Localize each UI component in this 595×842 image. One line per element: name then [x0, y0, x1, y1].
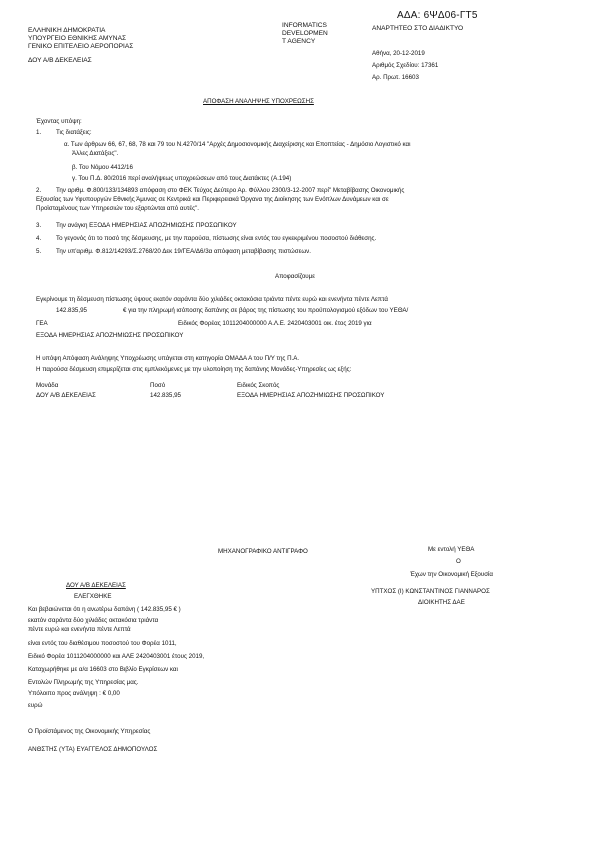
preamble: Έχοντας υπόψη:: [36, 118, 82, 125]
head-of-finance-name: ΑΝΘΣΤΗΣ (ΥΤΑ) ΕΥΑΓΓΕΛΟΣ ΔΗΜΟΠΟΥΛΟΣ: [28, 746, 158, 753]
issuer-line-1: ΕΛΛΗΝΙΚΗ ΔΗΜΟΚΡΑΤΙΑ: [28, 27, 106, 34]
issuer-line-4: ΔΟΥ Α/Β ΔΕΚΕΛΕΙΑΣ: [28, 57, 92, 64]
alloc-header: Ποσό: [150, 382, 166, 389]
stamp-line-2: DEVELOPMEN: [282, 30, 328, 37]
cert-line: Ειδικό Φορέα 1011204000000 και ΑΛΕ 2420403001 έτους 2019,: [28, 653, 205, 660]
place-date: Αθήνα, 20-12-2019: [372, 50, 425, 57]
item-text: Το γεγονός ότι το ποσό της δέσμευσης, με την παρούσα, πίστωσης είναι εντός του εγκεκριμένου ποσοστού διάθεσης.: [56, 235, 377, 242]
alloc-header: Ειδικός Σκοπός: [237, 382, 280, 389]
cert-line: πέντε ευρώ και ενενήντα πέντε Λεπτά: [28, 626, 131, 633]
signer-name: ΥΠΤΧΟΣ (Ι) ΚΩΝΣΤΑΝΤΙΝΟΣ ΓΙΑΝΝΑΡΟΣ: [371, 588, 490, 595]
item-text: Την υπ'αριθμ. Φ.812/14293/Σ.2768/20 Δεκ 19/ΓΕΑ/Δ6/3α απόφαση μεταβίβασης πιστώσεων.: [56, 248, 311, 255]
body-line: ΓΕΑ: [36, 320, 48, 327]
body-line: € για την πληρωμή ισόποσης δαπάνης σε βάρος της πίστωσης του προϋπολογισμού εξόδων του ΥΕΘΑ/: [123, 307, 409, 314]
authority-label: Έχων την Οικονομική Εξουσία: [410, 571, 493, 578]
protocol-number: Αρ. Πρωτ. 16603: [372, 74, 419, 81]
body-line: ΕΞΟΔΑ ΗΜΕΡΗΣΙΑΣ ΑΠΟΖΗΜΙΩΣΗΣ ΠΡΟΣΩΠΙΚΟΥ: [36, 332, 184, 339]
body-line: Εγκρίνουμε τη δέσμευση πίστωσης ύψους εκατόν σαράντα δύο χιλιάδες οκτακόσια τριάντα πέντε ευρώ και ενενήντα πέντε Λεπτά: [36, 296, 388, 303]
alloc-cell: 142.835,95: [150, 392, 181, 399]
issuer-line-3: ΓΕΝΙΚΟ ΕΠΙΤΕΛΕΙΟ ΑΕΡΟΠΟΡΙΑΣ: [28, 43, 134, 50]
cert-line: Και βεβαιώνεται ότι η ανωτέρω δαπάνη ( 142.835,95 € ): [28, 606, 181, 613]
item-text: β. Του Νόμου 4412/16: [72, 164, 133, 171]
by-order-label: Με εντολή ΥΕΘΑ: [428, 546, 475, 553]
head-of-finance-label: Ο Προϊστάμενος της Οικονομικής Υπηρεσίας: [28, 728, 151, 735]
posted-online-label: ΑΝΑΡΤΗΤΕΟ ΣΤΟ ΔΙΑΔΙΚΤΥΟ: [372, 25, 464, 32]
signer-role: ΔΙΟΙΚΗΤΗΣ ΔΑΕ: [418, 599, 465, 606]
item-text: Την ανάγκη ΕΞΟΔΑ ΗΜΕΡΗΣΙΑΣ ΑΠΟΖΗΜΙΩΣΗΣ ΠΡΟΣΩΠΙΚΟΥ: [56, 222, 237, 229]
item-number: 3.: [36, 222, 42, 229]
decision-heading: Αποφασίζουμε: [275, 273, 315, 280]
item-text: Άλλες Διατάξεις".: [72, 150, 119, 157]
ada-number: ΑΔΑ: 6ΨΔ06-ΓΤ5: [397, 10, 478, 21]
cert-line: Εντολών Πληρωμής της Υπηρεσίας μας.: [28, 679, 139, 686]
category-line: Η υπόψη Απόφαση Ανάληψης Υποχρέωσης υπάγεται στη κατηγορία ΟΜΑΔΑ Α του Π/Υ της Π.Α.: [36, 355, 300, 362]
computer-copy-label: ΜΗΧΑΝΟΓΡΑΦΙΚΟ ΑΝΤΙΓΡΑΦΟ: [218, 548, 308, 555]
body-line: Ειδικός Φορέας 1011204000000 Α.Λ.Ε. 2420403001 οικ. έτος 2019 για: [178, 320, 372, 327]
item-number: 2.: [36, 187, 42, 194]
cert-line: Υπόλοιπο προς ανάληψη : € 0,00: [28, 690, 120, 697]
cert-checked: ΕΛΕΓΧΘΗΚΕ: [74, 593, 112, 600]
alloc-header: Μονάδα: [36, 382, 59, 389]
item-number: 5.: [36, 248, 42, 255]
item-number: 1.: [36, 129, 42, 136]
item-text: Προϊσταμένους των Υπηρεσιών του εξαρτώνται από αυτές".: [36, 205, 199, 212]
signer-article: Ο: [456, 558, 461, 565]
cert-line: Καταχωρήθηκε με α/α 16603 στο Βιβλίο Εγκρίσεων και: [28, 666, 178, 673]
cert-line: εκατόν σαράντα δύο χιλιάδες οκτακόσια τριάντα: [28, 617, 159, 624]
alloc-cell: ΕΞΟΔΑ ΗΜΕΡΗΣΙΑΣ ΑΠΟΖΗΜΙΩΣΗΣ ΠΡΟΣΩΠΙΚΟΥ: [237, 392, 385, 399]
item-text: α. Των άρθρων 66, 67, 68, 78 και 79 του Ν.4270/14 "Αρχές Δημοσιονομικής Διαχείρισης και Εποπτείας - Δημόσιο Λογιστικό και: [64, 141, 411, 148]
stamp-line-3: T AGENCY: [282, 38, 316, 45]
item-number: 4.: [36, 235, 42, 242]
item-text: γ. Του Π.Δ. 80/2016 περί αναλήψεως υποχρεώσεων από τους Διατάκτες (Α.194): [72, 175, 292, 182]
item-text: Την αριθμ. Φ.800/133/134893 απόφαση στο ΦΕΚ Τεύχος Δεύτερο Αρ. Φύλλου 2300/3-12-2007 περί" Μεταβίβασης Οικονομικής: [56, 187, 405, 194]
alloc-cell: ΔΟΥ Α/Β ΔΕΚΕΛΕΙΑΣ: [36, 392, 96, 399]
item-text: Τις διατάξεις:: [56, 129, 92, 136]
cert-line: είναι εντός του διαθέσιμου ποσοστού του Φορέα 1011,: [28, 640, 177, 647]
document-title: ΑΠΟΦΑΣΗ ΑΝΑΛΗΨΗΣ ΥΠΟΧΡΕΩΣΗΣ: [203, 98, 314, 105]
cert-unit: ΔΟΥ Α/Β ΔΕΚΕΛΕΙΑΣ: [66, 582, 126, 589]
issuer-line-2: ΥΠΟΥΡΓΕΙΟ ΕΘΝΙΚΗΣ ΑΜΥΝΑΣ: [28, 35, 127, 42]
draft-number: Αριθμός Σχεδίου: 17361: [372, 62, 439, 69]
split-line: Η παρούσα δέσμευση επιμερίζεται στις εμπλεκόμενες με την υλοποίηση της δαπάνης Μονάδες-Υπηρεσίες ως εξής:: [36, 366, 352, 373]
cert-line: ευρώ: [28, 702, 43, 709]
amount-value: 142.835,95: [56, 307, 87, 314]
item-text: Εξουσίας των Υφυπουργών Εθνικής Άμυνας σε Κεντρικά και Περιφερειακά Όργανα της Διοίκησης των Ενόπλων Δυνάμεων και σε: [36, 196, 389, 203]
stamp-line-1: INFORMATICS: [282, 22, 327, 29]
